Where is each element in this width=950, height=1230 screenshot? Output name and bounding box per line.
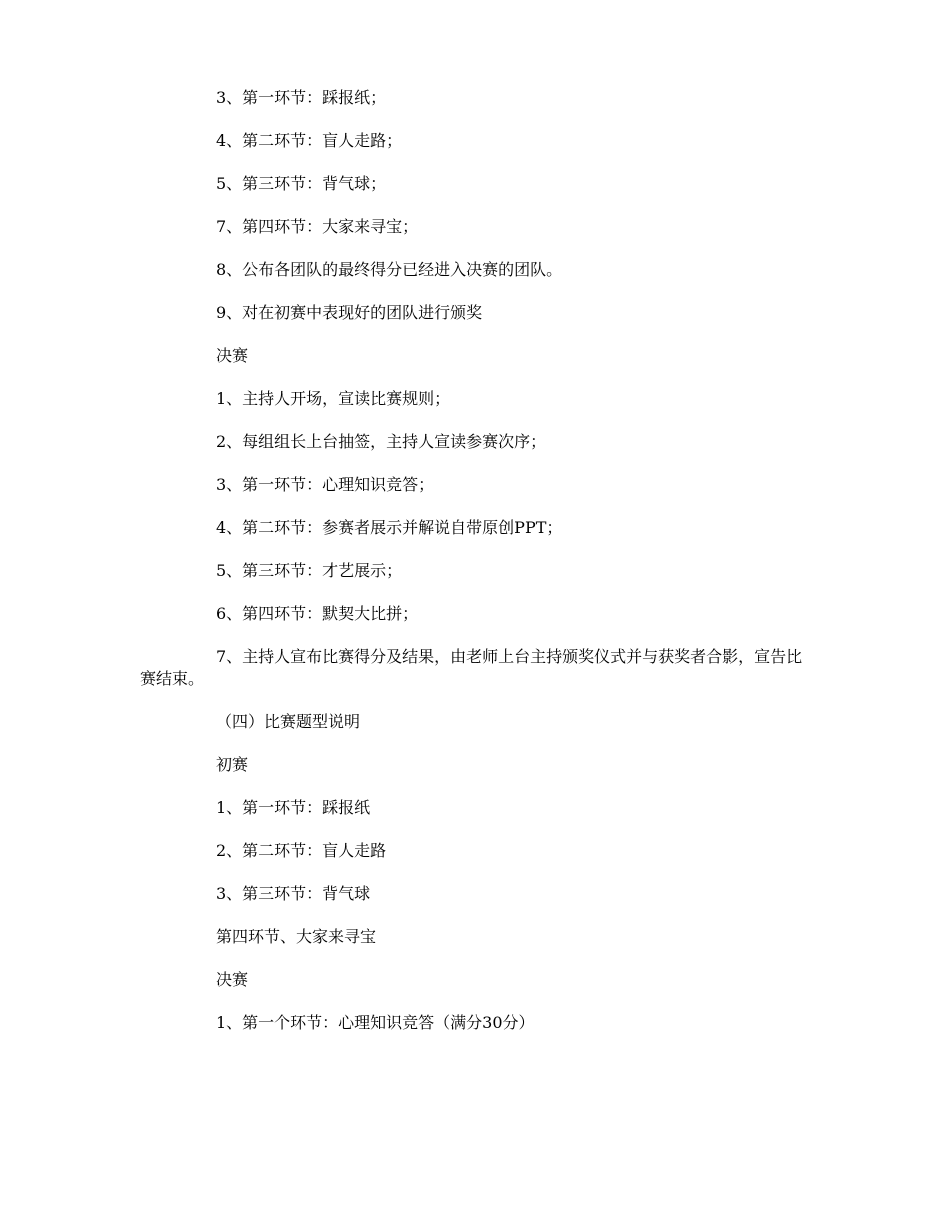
paragraph-22: 1、第一个环节：心理知识竞答（满分30分）: [216, 1013, 535, 1032]
paragraph-14: 7、主持人宣布比赛得分及结果，由老师上台主持颁奖仪式并与获奖者合影，宣告比赛结束。: [140, 647, 803, 688]
paragraph-19: 3、第三环节：背气球: [216, 884, 371, 903]
section-heading-final-2: 决赛: [216, 970, 249, 989]
paragraph-12: 5、第三环节：才艺展示；: [216, 561, 403, 580]
paragraph-10: 3、第一环节：心理知识竞答；: [216, 475, 435, 494]
paragraph-1: 3、第一环节：踩报纸；: [216, 88, 387, 107]
paragraph-4: 7、第四环节：大家来寻宝；: [216, 217, 419, 236]
paragraph-17: 1、第一环节：踩报纸: [216, 798, 371, 817]
paragraph-2: 4、第二环节：盲人走路；: [216, 131, 403, 150]
section-heading-question-types: （四）比赛题型说明: [216, 712, 361, 731]
paragraph-6: 9、对在初赛中表现好的团队进行颁奖: [216, 303, 483, 322]
paragraph-20: 第四环节、大家来寻宝: [216, 927, 377, 946]
paragraph-18: 2、第二环节：盲人走路: [216, 841, 387, 860]
paragraph-8: 1、主持人开场，宣读比赛规则；: [216, 389, 451, 408]
paragraph-9: 2、每组组长上台抽签，主持人宣读参赛次序；: [216, 432, 547, 451]
paragraph-3: 5、第三环节：背气球；: [216, 174, 387, 193]
paragraph-5: 8、公布各团队的最终得分已经进入决赛的团队。: [216, 260, 563, 279]
section-heading-final: 决赛: [216, 346, 249, 365]
paragraph-13: 6、第四环节：默契大比拼；: [216, 604, 419, 623]
section-heading-preliminary: 初赛: [216, 755, 249, 774]
paragraph-11: 4、第二环节：参赛者展示并解说自带原创PPT；: [216, 518, 563, 537]
